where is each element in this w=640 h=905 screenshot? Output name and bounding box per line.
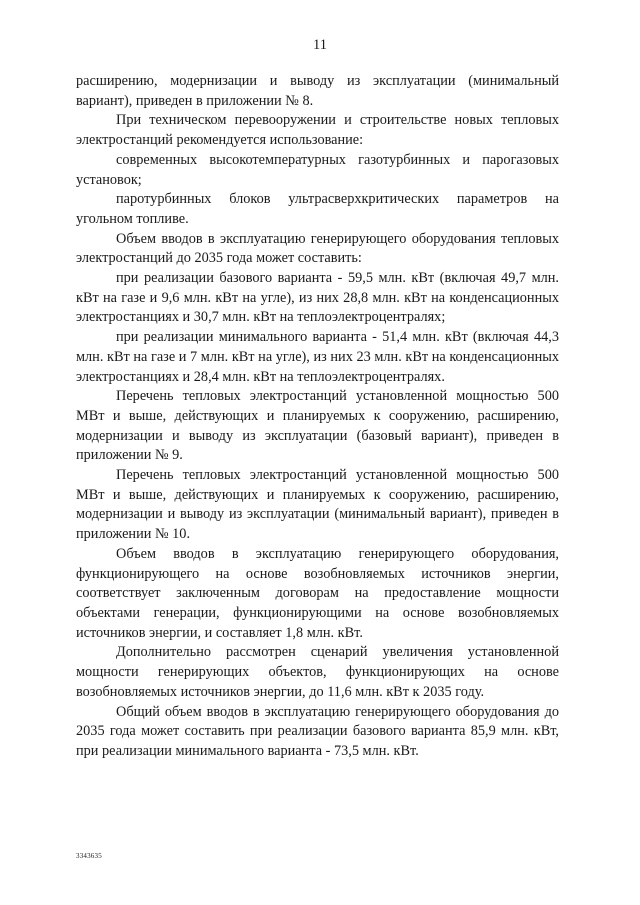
paragraph: Объем вводов в эксплуатацию генерирующего оборудования, функционирующего на основе возобновляемых источников энергии, соответствует заключенным договорам на предоставление мощности объектами генерации, функционирующими на основе возобновляемых источников энергии, и составляет 1,8 млн. кВт. [76,545,559,641]
paragraph-continuation: расширению, модернизации и выводу из эксплуатации (минимальный вариант), приведен в приложении № 8. [76,73,559,109]
paragraph: Перечень тепловых электростанций установленной мощностью 500 МВт и выше, действующих и планируемых к сооружению, расширению, модернизации и выводу из эксплуатации (минимальный вариант), приведен в приложении № 10. [76,467,559,543]
paragraph: Перечень тепловых электростанций установленной мощностью 500 МВт и выше, действующих и планируемых к сооружению, расширению, модернизации и выводу из эксплуатации (базовый вариант), приведен в приложении № 9. [76,388,559,464]
document-code: 3343635 [76,852,102,860]
page-number: 11 [313,37,327,53]
paragraph: Общий объем вводов в эксплуатацию генерирующего оборудования до 2035 года может составить при реализации базового варианта 85,9 млн. кВт, при реализации минимального варианта - 73,5 млн. кВт. [76,703,559,759]
paragraph: Дополнительно рассмотрен сценарий увеличения установленной мощности генерирующих объектов, функционирующих на основе возобновляемых источников энергии, до 11,6 млн. кВт к 2035 году. [76,644,559,700]
document-body [76,72,559,762]
paragraph: При техническом перевооружении и строительстве новых тепловых электростанций рекомендуется использование: [76,112,559,149]
paragraph: Объем вводов в эксплуатацию генерирующего оборудования тепловых электростанций до 2035 года может составить: [76,230,559,267]
list-item-paragraph: при реализации минимального варианта - 51,4 млн. кВт (включая 44,3 млн. кВт на газе и 7 млн. кВт на угле), из них 23 млн. кВт на конденсационных электростанциях и 28,4 млн. кВт на теплоэлектроцентралях. [76,329,559,385]
list-item-paragraph: современных высокотемпературных газотурбинных и парогазовых установок; [76,151,559,188]
list-item-paragraph: паротурбинных блоков ультрасверхкритических параметров на угольном топливе. [76,191,559,227]
list-item-paragraph: при реализации базового варианта - 59,5 млн. кВт (включая 49,7 млн. кВт на газе и 9,6 млн. кВт на угле), из них 28,8 млн. кВт на конденсационных электростанциях и 30,7 млн. кВт на теплоэлектроцентралях; [76,270,559,326]
